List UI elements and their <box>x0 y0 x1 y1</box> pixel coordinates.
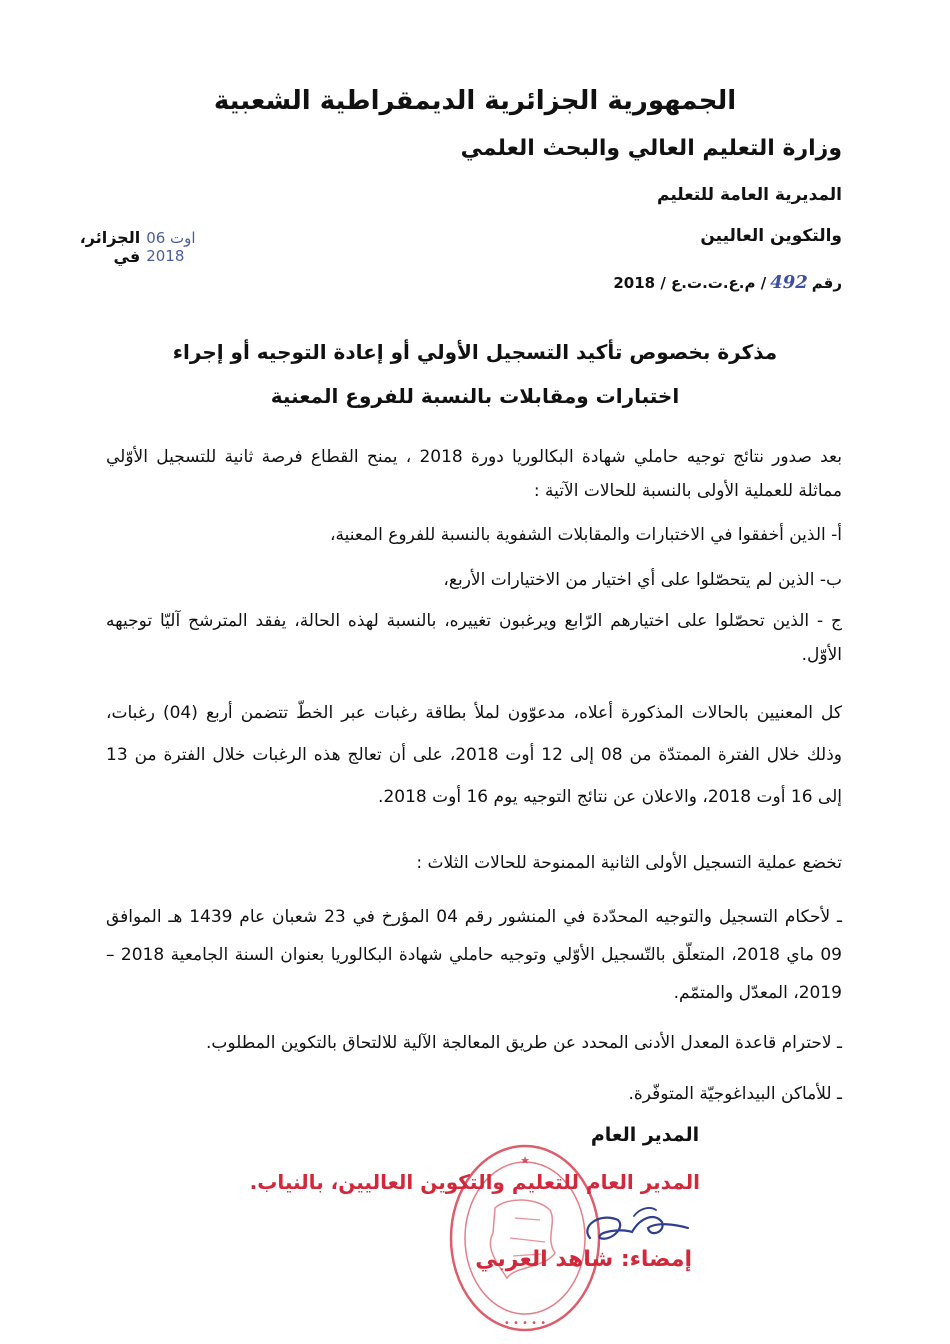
signatory-title: المدير العام <box>590 1124 700 1146</box>
schedule-paragraph: كل المعنيين بالحالات المذكورة أعلاه، مدعوّون لملأ بطاقة رغبات عبر الخطّ تتضمن أربع (04) رغبات، وذلك خلال الفترة الممتدّة من 08 إلى 12 أوت 2018، على أن تعالج هذه الرغبات خلال الفترة من 13 إلى 16 أوت 2018، والاعلان عن نتائج التوجيه يوم 16 أوت 2018. <box>106 703 843 807</box>
condition-bullet-3: ـ للأماكن البيداغوجيّة المتوفّرة. <box>628 1084 842 1104</box>
signatory-name: إمضاء: شاهد العربي <box>475 1247 692 1272</box>
delegation-stamp-line: المدير العام للتعليم والتكوين العاليين، بالنياب. <box>249 1170 700 1194</box>
directorate-line-1: المديرية العامة للتعليم <box>656 185 842 205</box>
svg-text:• • • • •: • • • • • <box>503 1318 547 1329</box>
ministry-heading: وزارة التعليم العالي والبحث العلمي <box>460 136 842 161</box>
directorate-line-2: والتكوين العاليين <box>700 226 842 246</box>
ref-prefix: رقم <box>811 274 842 292</box>
case-item-a: أ- الذين أخفقوا في الاختبارات والمقابلات الشفوية بالنسبة للفروع المعنية، <box>330 525 842 545</box>
case-item-b: ب- الذين لم يتحصّلوا على أي اختيار من الاختيارات الأربع، <box>443 570 842 590</box>
intro-paragraph: بعد صدور نتائج توجيه حاملي شهادة البكالوريا دورة 2018 ، يمنح القطاع فرصة ثانية للتسجيل الأوّلي مماثلة للعملية الأولى بالنسبة للحالات الآتية : <box>106 447 842 501</box>
conditions-intro: تخضع عملية التسجيل الأولى الثانية الممنوحة للحالات الثلاث : <box>416 853 842 873</box>
subject-line-2: اختبارات ومقابلات بالنسبة للفروع المعنية <box>270 384 680 408</box>
condition-bullet-1: ـ لأحكام التسجيل والتوجيه المحدّدة في المنشور رقم 04 المؤرخ في 23 شعبان عام 1439 هـ الموافق 09 ماي 2018، المتعلّق بالتّسجيل الأوّلي وتوجيه حاملي شهادة البكالوريا بعنوان السنة الجامعية 2018 – 2019، المعدّل والمتمّم. <box>106 907 842 1003</box>
reference-number <box>613 272 842 293</box>
subject-line-1: مذكرة بخصوص تأكيد التسجيل الأولي أو إعادة التوجيه أو إجراء <box>172 340 778 364</box>
condition-bullet-2: ـ لاحترام قاعدة المعدل الأدنى المحدد عن طريق المعالجة الآلية للالتحاق بالتكوين المطلوب. <box>205 1033 842 1053</box>
case-item-c: ج - الذين تحصّلوا على اختيارهم الرّابع ويرغبون تغييره، بالنسبة لهذه الحالة، يفقد المترشح آليّا توجيهه الأوّل. <box>106 611 842 665</box>
date-stamp: 06 اوت 2018 <box>146 229 196 265</box>
ref-handwritten-number: 492 <box>770 272 808 293</box>
place-date <box>48 228 238 266</box>
ref-suffix: / م.ع.ت.ت.ع / 2018 <box>613 274 767 292</box>
republic-heading: الجمهورية الجزائرية الديمقراطية الشعبية <box>213 86 737 116</box>
place-label: الجزائر، في <box>79 228 141 266</box>
svg-text:★: ★ <box>520 1154 530 1167</box>
